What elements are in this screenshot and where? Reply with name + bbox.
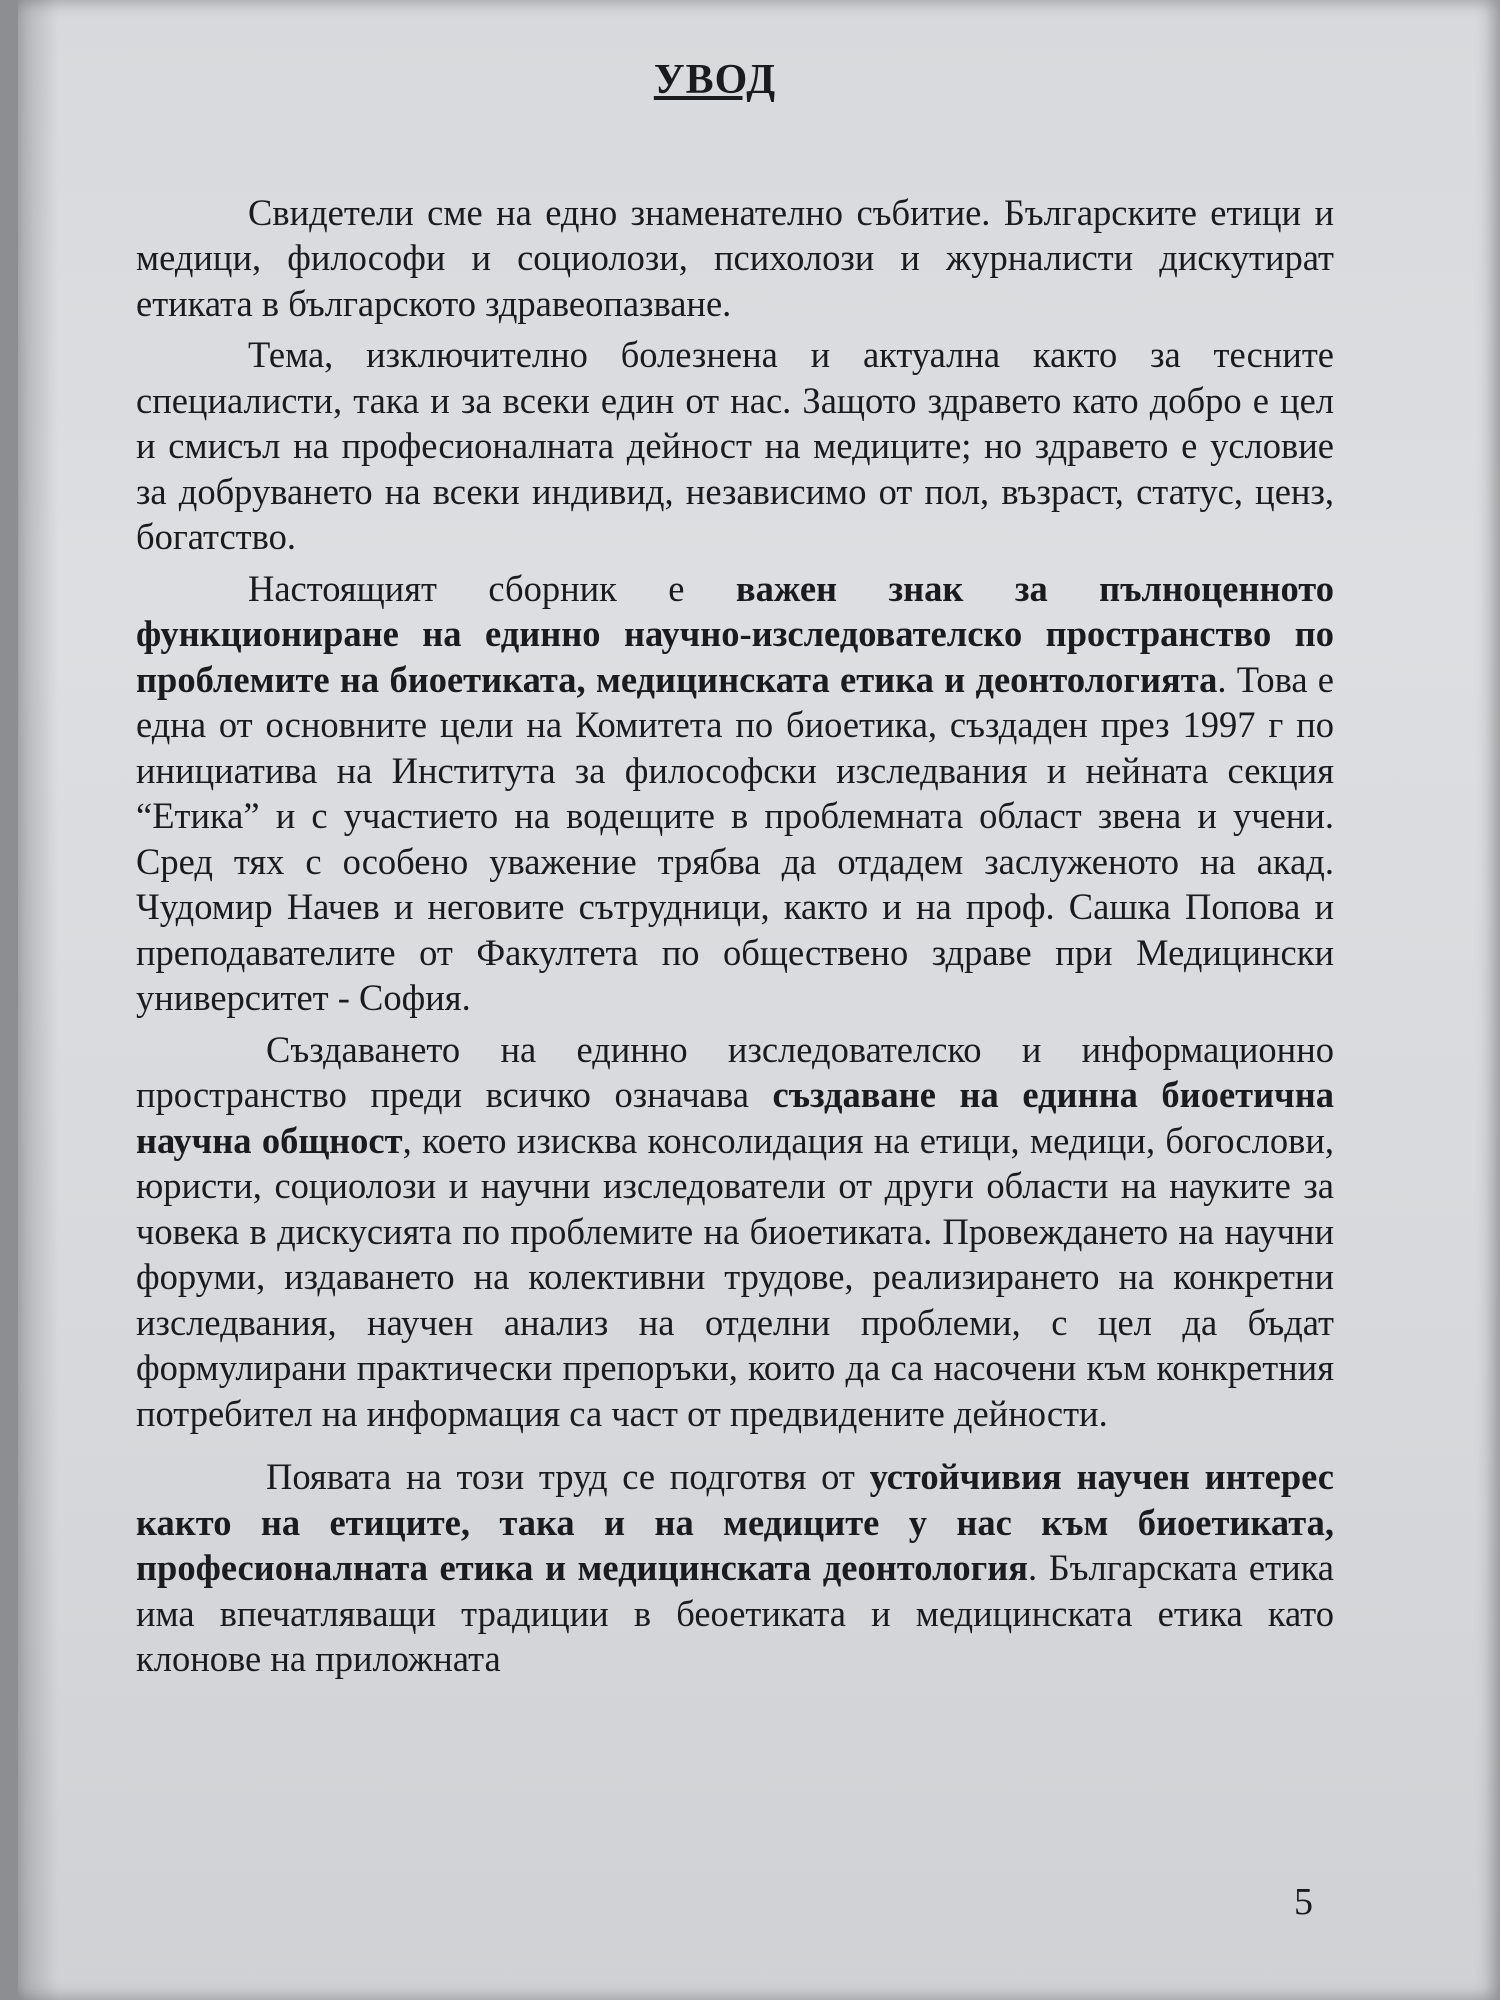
paragraph-5 [136, 1454, 1334, 1682]
paragraph-3-bold: важен знак за пълноценното функциониране на единно научно-изследователско пространство по проблемите на биоетиката, медицинската етика и деонтологията [136, 567, 1335, 700]
paragraph-5-text-end: . Българската етика има впечатляващи традиции в беоетиката и медицинската етика като клонове на приложната [136, 1547, 1334, 1679]
paragraph-1 [136, 190, 1334, 327]
paragraph-5-bold: устойчивия научен интерес както на етиците, така и на медиците у нас към биоетиката, професионалната етика и медицинската деонтология [136, 1456, 1334, 1588]
paragraph-2-text: Тема, изключително болезнена и актуална както за тесните специалисти, така и за всеки един от нас. Защото здравето като добро е цел и смисъл на професионалната дейност на медиците; но здравето е условие за добруването на всеки индивид, независимо от пол, възраст, статус, ценз, богатство. [136, 334, 1334, 557]
paragraph-3-text-start: Настоящият сборник е [248, 567, 736, 609]
paragraph-4 [136, 1027, 1334, 1437]
paragraph-3 [136, 566, 1334, 1021]
book-page [18, 0, 1500, 2000]
paragraph-5-text-start: Появата на този труд се подготвя от [266, 1456, 870, 1497]
page-content [136, 58, 1334, 1682]
page-number: 5 [1294, 1881, 1313, 1923]
paragraph-1-text: Свидетели сме на едно знаменателно събитие. Българските етици и медици, философи и социолози, психолози и журналисти дискутират етиката в българското здравеопазване. [136, 191, 1334, 324]
paragraph-4-text-start: Създаването на единно изследователско и информационно пространство преди всичко означава [136, 1028, 1334, 1115]
paragraph-4-text-end: , което изисква консолидация на етици, медици, богослови, юристи, социолози и научни изследователи от други области на науките за човека в дискусията по проблемите на биоетиката. Провеждането на научни форуми, издаването на колективни трудове, реализирането на конкретни изследвания, научен анализ на отделни проблеми, с цел да бъдат формулирани практически препоръки, които да са насочени към конкретния потребител на информация са част от предвидените дейности. [136, 1119, 1334, 1434]
paragraph-2 [136, 332, 1334, 560]
page-title: УВОД [653, 57, 777, 103]
paragraph-4-bold: създаване на единна биоетична научна общност [136, 1074, 1334, 1161]
paragraph-3-text-end: . Това е една от основните цели на Комитета по биоетика, създаден през 1997 г по инициатива на Института за философски изследвания и нейната секция “Етика” и с участието на водещите в проблемната област звена и учени. Сред тях с особено уважение трябва да отдадем заслуженото на акад. Чудомир Начев и неговите сътрудници, както и на проф. Сашка Попова и преподавателите от Факултета по обществено здраве при Медицински университет - София. [136, 658, 1334, 1018]
